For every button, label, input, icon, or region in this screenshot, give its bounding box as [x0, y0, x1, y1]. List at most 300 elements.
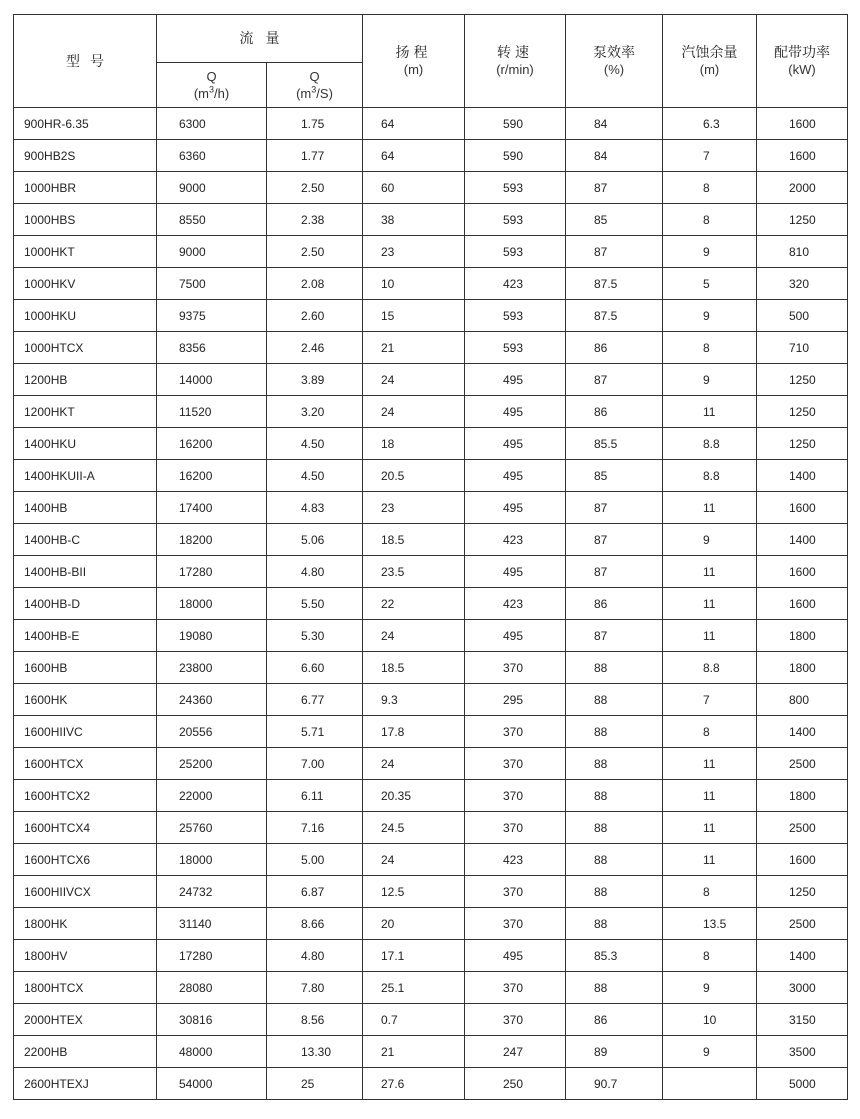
cell-head: 20.5 [363, 460, 465, 492]
cell-head: 10 [363, 268, 465, 300]
cell-q-m3s: 6.60 [267, 652, 363, 684]
cell-q-m3h: 16200 [157, 460, 267, 492]
cell-speed: 423 [465, 844, 566, 876]
cell-power: 1400 [757, 524, 848, 556]
table-row [14, 524, 848, 556]
cell-npsh: 8 [663, 876, 757, 908]
cell-speed: 495 [465, 364, 566, 396]
cell-efficiency: 88 [566, 748, 663, 780]
cell-head: 27.6 [363, 1068, 465, 1100]
cell-efficiency: 90.7 [566, 1068, 663, 1100]
cell-efficiency: 87 [566, 524, 663, 556]
cell-power: 3000 [757, 972, 848, 1004]
cell-efficiency: 86 [566, 332, 663, 364]
cell-npsh: 8 [663, 204, 757, 236]
cell-head: 23.5 [363, 556, 465, 588]
cell-model: 1400HKU [14, 428, 157, 460]
cell-power: 1800 [757, 780, 848, 812]
cell-npsh: 9 [663, 524, 757, 556]
cell-q-m3s: 25 [267, 1068, 363, 1100]
cell-q-m3s: 2.50 [267, 172, 363, 204]
cell-q-m3s: 3.89 [267, 364, 363, 396]
cell-npsh [663, 1068, 757, 1100]
cell-power: 1600 [757, 492, 848, 524]
cell-head: 0.7 [363, 1004, 465, 1036]
cell-q-m3h: 25200 [157, 748, 267, 780]
cell-efficiency: 88 [566, 876, 663, 908]
cell-model: 1600HTCX4 [14, 812, 157, 844]
header-q-m3s-base: (m [296, 86, 312, 101]
cell-q-m3s: 4.80 [267, 940, 363, 972]
cell-power: 1400 [757, 460, 848, 492]
table-row [14, 172, 848, 204]
cell-q-m3h: 7500 [157, 268, 267, 300]
cell-head: 21 [363, 332, 465, 364]
cell-q-m3s: 5.50 [267, 588, 363, 620]
cell-q-m3s: 3.20 [267, 396, 363, 428]
cell-power: 1400 [757, 940, 848, 972]
cell-q-m3h: 23800 [157, 652, 267, 684]
cell-npsh: 8 [663, 716, 757, 748]
table-row [14, 108, 848, 140]
cell-head: 20 [363, 908, 465, 940]
cell-power: 1250 [757, 396, 848, 428]
cell-model: 1600HTCX [14, 748, 157, 780]
cell-efficiency: 84 [566, 140, 663, 172]
table-row [14, 812, 848, 844]
cell-speed: 495 [465, 396, 566, 428]
pump-spec-table [13, 14, 848, 1100]
cell-model: 1200HKT [14, 396, 157, 428]
cell-speed: 370 [465, 652, 566, 684]
cell-q-m3s: 7.80 [267, 972, 363, 1004]
cell-model: 1800HV [14, 940, 157, 972]
cell-efficiency: 88 [566, 652, 663, 684]
cell-q-m3h: 25760 [157, 812, 267, 844]
header-q-m3h: Q [206, 69, 217, 84]
cell-q-m3s: 6.87 [267, 876, 363, 908]
header-model: 型号 [14, 15, 157, 108]
cell-power: 1250 [757, 876, 848, 908]
cell-q-m3h: 11520 [157, 396, 267, 428]
cell-npsh: 7 [663, 684, 757, 716]
header-q-m3h-cell [157, 63, 267, 108]
cell-efficiency: 87.5 [566, 300, 663, 332]
cell-model: 1000HKU [14, 300, 157, 332]
cell-speed: 590 [465, 140, 566, 172]
cell-model: 1600HTCX2 [14, 780, 157, 812]
cell-power: 500 [757, 300, 848, 332]
table-row [14, 268, 848, 300]
table-row [14, 652, 848, 684]
header-q-m3h-tail: /h) [214, 86, 230, 101]
cell-q-m3s: 2.46 [267, 332, 363, 364]
cell-q-m3h: 28080 [157, 972, 267, 1004]
cell-q-m3s: 6.11 [267, 780, 363, 812]
cell-head: 24 [363, 844, 465, 876]
header-power-unit: (kW) [788, 62, 816, 77]
cell-efficiency: 87 [566, 556, 663, 588]
cell-head: 24.5 [363, 812, 465, 844]
cell-model: 2000HTEX [14, 1004, 157, 1036]
cell-npsh: 7 [663, 140, 757, 172]
cell-npsh: 8 [663, 940, 757, 972]
header-q-m3s-unit [267, 85, 362, 102]
table-row [14, 972, 848, 1004]
cell-speed: 370 [465, 812, 566, 844]
cell-efficiency: 85 [566, 204, 663, 236]
cell-npsh: 9 [663, 236, 757, 268]
table-row [14, 748, 848, 780]
table-row [14, 908, 848, 940]
cell-npsh: 6.3 [663, 108, 757, 140]
cell-power: 1600 [757, 588, 848, 620]
cell-model: 900HB2S [14, 140, 157, 172]
cell-model: 2600HTEXJ [14, 1068, 157, 1100]
cell-q-m3s: 13.30 [267, 1036, 363, 1068]
cell-efficiency: 88 [566, 684, 663, 716]
cell-head: 38 [363, 204, 465, 236]
cell-power: 1800 [757, 652, 848, 684]
cell-head: 12.5 [363, 876, 465, 908]
header-npsh: 汽蚀余量 [681, 44, 738, 60]
table-row [14, 364, 848, 396]
cell-q-m3h: 48000 [157, 1036, 267, 1068]
cell-speed: 370 [465, 780, 566, 812]
table-row [14, 460, 848, 492]
cell-speed: 295 [465, 684, 566, 716]
cell-model: 1600HIIVCX [14, 876, 157, 908]
cell-model: 1600HIIVC [14, 716, 157, 748]
cell-q-m3h: 9000 [157, 172, 267, 204]
cell-power: 1600 [757, 844, 848, 876]
header-q-m3h-sup: 3 [208, 84, 214, 95]
cell-head: 24 [363, 364, 465, 396]
cell-model: 1600HB [14, 652, 157, 684]
cell-head: 20.35 [363, 780, 465, 812]
table-row [14, 236, 848, 268]
cell-model: 1600HTCX6 [14, 844, 157, 876]
table-row [14, 556, 848, 588]
header-q-m3s-sup: 3 [311, 84, 317, 95]
cell-q-m3h: 16200 [157, 428, 267, 460]
cell-npsh: 11 [663, 620, 757, 652]
table-row [14, 396, 848, 428]
table-row [14, 1068, 848, 1100]
cell-speed: 593 [465, 204, 566, 236]
cell-power: 1250 [757, 204, 848, 236]
cell-power: 2500 [757, 812, 848, 844]
cell-q-m3s: 5.71 [267, 716, 363, 748]
cell-model: 900HR-6.35 [14, 108, 157, 140]
cell-q-m3h: 22000 [157, 780, 267, 812]
cell-efficiency: 89 [566, 1036, 663, 1068]
cell-efficiency: 88 [566, 812, 663, 844]
cell-q-m3s: 5.00 [267, 844, 363, 876]
cell-power: 1400 [757, 716, 848, 748]
cell-power: 1600 [757, 140, 848, 172]
cell-q-m3h: 19080 [157, 620, 267, 652]
header-efficiency-unit: (%) [603, 62, 625, 77]
cell-model: 1400HB-BII [14, 556, 157, 588]
cell-speed: 495 [465, 940, 566, 972]
cell-efficiency: 85.3 [566, 940, 663, 972]
cell-head: 64 [363, 140, 465, 172]
cell-q-m3h: 8550 [157, 204, 267, 236]
cell-model: 1200HB [14, 364, 157, 396]
cell-power: 3150 [757, 1004, 848, 1036]
cell-efficiency: 86 [566, 1004, 663, 1036]
cell-q-m3h: 18000 [157, 588, 267, 620]
cell-head: 60 [363, 172, 465, 204]
cell-q-m3s: 4.50 [267, 428, 363, 460]
cell-npsh: 5 [663, 268, 757, 300]
cell-head: 18.5 [363, 524, 465, 556]
cell-efficiency: 84 [566, 108, 663, 140]
cell-q-m3h: 18000 [157, 844, 267, 876]
cell-q-m3s: 2.50 [267, 236, 363, 268]
cell-speed: 370 [465, 1004, 566, 1036]
cell-model: 1400HB-C [14, 524, 157, 556]
header-speed: 转速 [497, 44, 533, 60]
cell-model: 1000HTCX [14, 332, 157, 364]
cell-model: 2200HB [14, 1036, 157, 1068]
cell-head: 15 [363, 300, 465, 332]
header-npsh-cell [663, 15, 757, 108]
cell-q-m3h: 24732 [157, 876, 267, 908]
header-npsh-unit: (m) [699, 62, 720, 77]
cell-q-m3h: 20556 [157, 716, 267, 748]
cell-power: 3500 [757, 1036, 848, 1068]
cell-power: 1800 [757, 620, 848, 652]
table-row [14, 716, 848, 748]
cell-q-m3s: 4.50 [267, 460, 363, 492]
cell-npsh: 8 [663, 332, 757, 364]
cell-speed: 247 [465, 1036, 566, 1068]
header-speed-cell [465, 15, 566, 108]
cell-speed: 593 [465, 332, 566, 364]
table-row [14, 620, 848, 652]
cell-efficiency: 87 [566, 364, 663, 396]
cell-model: 1400HKUII-A [14, 460, 157, 492]
cell-head: 17.1 [363, 940, 465, 972]
cell-speed: 370 [465, 908, 566, 940]
table-body [14, 108, 848, 1100]
cell-npsh: 8.8 [663, 460, 757, 492]
cell-head: 17.8 [363, 716, 465, 748]
cell-power: 1600 [757, 556, 848, 588]
header-power: 配带功率 [774, 44, 830, 60]
cell-q-m3s: 4.80 [267, 556, 363, 588]
cell-power: 810 [757, 236, 848, 268]
cell-q-m3h: 54000 [157, 1068, 267, 1100]
header-q-m3h-unit [157, 85, 266, 102]
header-speed-unit: (r/min) [496, 62, 534, 77]
cell-model: 1800HTCX [14, 972, 157, 1004]
cell-speed: 495 [465, 428, 566, 460]
cell-npsh: 8.8 [663, 428, 757, 460]
cell-npsh: 11 [663, 844, 757, 876]
cell-efficiency: 85.5 [566, 428, 663, 460]
table-row [14, 428, 848, 460]
cell-model: 1000HKV [14, 268, 157, 300]
cell-efficiency: 87 [566, 172, 663, 204]
cell-q-m3s: 8.56 [267, 1004, 363, 1036]
cell-power: 800 [757, 684, 848, 716]
cell-npsh: 9 [663, 1036, 757, 1068]
cell-q-m3h: 8356 [157, 332, 267, 364]
cell-q-m3h: 30816 [157, 1004, 267, 1036]
cell-speed: 495 [465, 492, 566, 524]
cell-npsh: 10 [663, 1004, 757, 1036]
table-row [14, 140, 848, 172]
cell-npsh: 9 [663, 300, 757, 332]
header-efficiency: 泵效率 [593, 44, 635, 60]
cell-efficiency: 88 [566, 780, 663, 812]
cell-q-m3s: 1.75 [267, 108, 363, 140]
cell-npsh: 8 [663, 172, 757, 204]
cell-speed: 370 [465, 876, 566, 908]
cell-model: 1000HKT [14, 236, 157, 268]
cell-speed: 423 [465, 524, 566, 556]
header-q-m3s-tail: /S) [316, 86, 333, 101]
cell-head: 18 [363, 428, 465, 460]
cell-model: 1000HBS [14, 204, 157, 236]
cell-head: 9.3 [363, 684, 465, 716]
cell-speed: 495 [465, 620, 566, 652]
cell-power: 2500 [757, 908, 848, 940]
header-q-m3s: Q [309, 69, 320, 84]
cell-q-m3s: 7.16 [267, 812, 363, 844]
header-power-cell [757, 15, 848, 108]
cell-head: 64 [363, 108, 465, 140]
cell-head: 23 [363, 236, 465, 268]
header-q-m3h-base: (m [193, 86, 209, 101]
cell-power: 1250 [757, 364, 848, 396]
cell-q-m3s: 5.06 [267, 524, 363, 556]
cell-efficiency: 87.5 [566, 268, 663, 300]
cell-q-m3s: 1.77 [267, 140, 363, 172]
table-row [14, 492, 848, 524]
table-row [14, 780, 848, 812]
cell-q-m3s: 5.30 [267, 620, 363, 652]
cell-power: 5000 [757, 1068, 848, 1100]
cell-speed: 423 [465, 268, 566, 300]
cell-q-m3h: 17400 [157, 492, 267, 524]
cell-head: 22 [363, 588, 465, 620]
header-q-m3s-cell [267, 63, 363, 108]
cell-q-m3h: 18200 [157, 524, 267, 556]
cell-npsh: 11 [663, 556, 757, 588]
cell-q-m3h: 9375 [157, 300, 267, 332]
cell-q-m3h: 31140 [157, 908, 267, 940]
cell-npsh: 11 [663, 492, 757, 524]
cell-npsh: 11 [663, 588, 757, 620]
cell-speed: 370 [465, 972, 566, 1004]
cell-q-m3s: 2.08 [267, 268, 363, 300]
cell-npsh: 8.8 [663, 652, 757, 684]
header-head-unit: (m) [403, 62, 424, 77]
cell-head: 21 [363, 1036, 465, 1068]
cell-q-m3h: 17280 [157, 556, 267, 588]
cell-speed: 593 [465, 236, 566, 268]
cell-npsh: 11 [663, 780, 757, 812]
cell-power: 2000 [757, 172, 848, 204]
cell-head: 25.1 [363, 972, 465, 1004]
cell-speed: 593 [465, 300, 566, 332]
cell-power: 710 [757, 332, 848, 364]
header-efficiency-cell [566, 15, 663, 108]
cell-efficiency: 86 [566, 588, 663, 620]
table-row [14, 844, 848, 876]
cell-efficiency: 87 [566, 236, 663, 268]
cell-q-m3s: 2.38 [267, 204, 363, 236]
cell-efficiency: 88 [566, 908, 663, 940]
table-row [14, 332, 848, 364]
table-row [14, 684, 848, 716]
cell-q-m3h: 17280 [157, 940, 267, 972]
cell-speed: 495 [465, 460, 566, 492]
cell-speed: 423 [465, 588, 566, 620]
header-flow: 流量 [157, 15, 363, 63]
cell-model: 1400HB-D [14, 588, 157, 620]
cell-efficiency: 85 [566, 460, 663, 492]
cell-head: 24 [363, 748, 465, 780]
table-row [14, 1036, 848, 1068]
cell-model: 1400HB-E [14, 620, 157, 652]
table-row [14, 876, 848, 908]
cell-speed: 590 [465, 108, 566, 140]
cell-npsh: 11 [663, 812, 757, 844]
header-head-cell [363, 15, 465, 108]
cell-speed: 495 [465, 556, 566, 588]
cell-speed: 250 [465, 1068, 566, 1100]
cell-head: 18.5 [363, 652, 465, 684]
cell-q-m3h: 24360 [157, 684, 267, 716]
cell-head: 23 [363, 492, 465, 524]
header-head: 扬程 [395, 44, 432, 60]
cell-efficiency: 88 [566, 716, 663, 748]
cell-q-m3h: 6360 [157, 140, 267, 172]
cell-efficiency: 88 [566, 844, 663, 876]
cell-q-m3s: 4.83 [267, 492, 363, 524]
cell-efficiency: 88 [566, 972, 663, 1004]
cell-q-m3h: 6300 [157, 108, 267, 140]
table-row [14, 300, 848, 332]
table-header [14, 15, 848, 108]
cell-q-m3s: 2.60 [267, 300, 363, 332]
cell-npsh: 11 [663, 748, 757, 780]
cell-q-m3h: 9000 [157, 236, 267, 268]
cell-q-m3h: 14000 [157, 364, 267, 396]
cell-q-m3s: 6.77 [267, 684, 363, 716]
cell-q-m3s: 7.00 [267, 748, 363, 780]
table-row [14, 1004, 848, 1036]
cell-npsh: 11 [663, 396, 757, 428]
cell-model: 1400HB [14, 492, 157, 524]
cell-speed: 370 [465, 748, 566, 780]
cell-npsh: 13.5 [663, 908, 757, 940]
cell-efficiency: 86 [566, 396, 663, 428]
cell-efficiency: 87 [566, 620, 663, 652]
cell-model: 1000HBR [14, 172, 157, 204]
cell-model: 1800HK [14, 908, 157, 940]
cell-speed: 593 [465, 172, 566, 204]
cell-head: 24 [363, 620, 465, 652]
cell-model: 1600HK [14, 684, 157, 716]
cell-npsh: 9 [663, 364, 757, 396]
cell-efficiency: 87 [566, 492, 663, 524]
